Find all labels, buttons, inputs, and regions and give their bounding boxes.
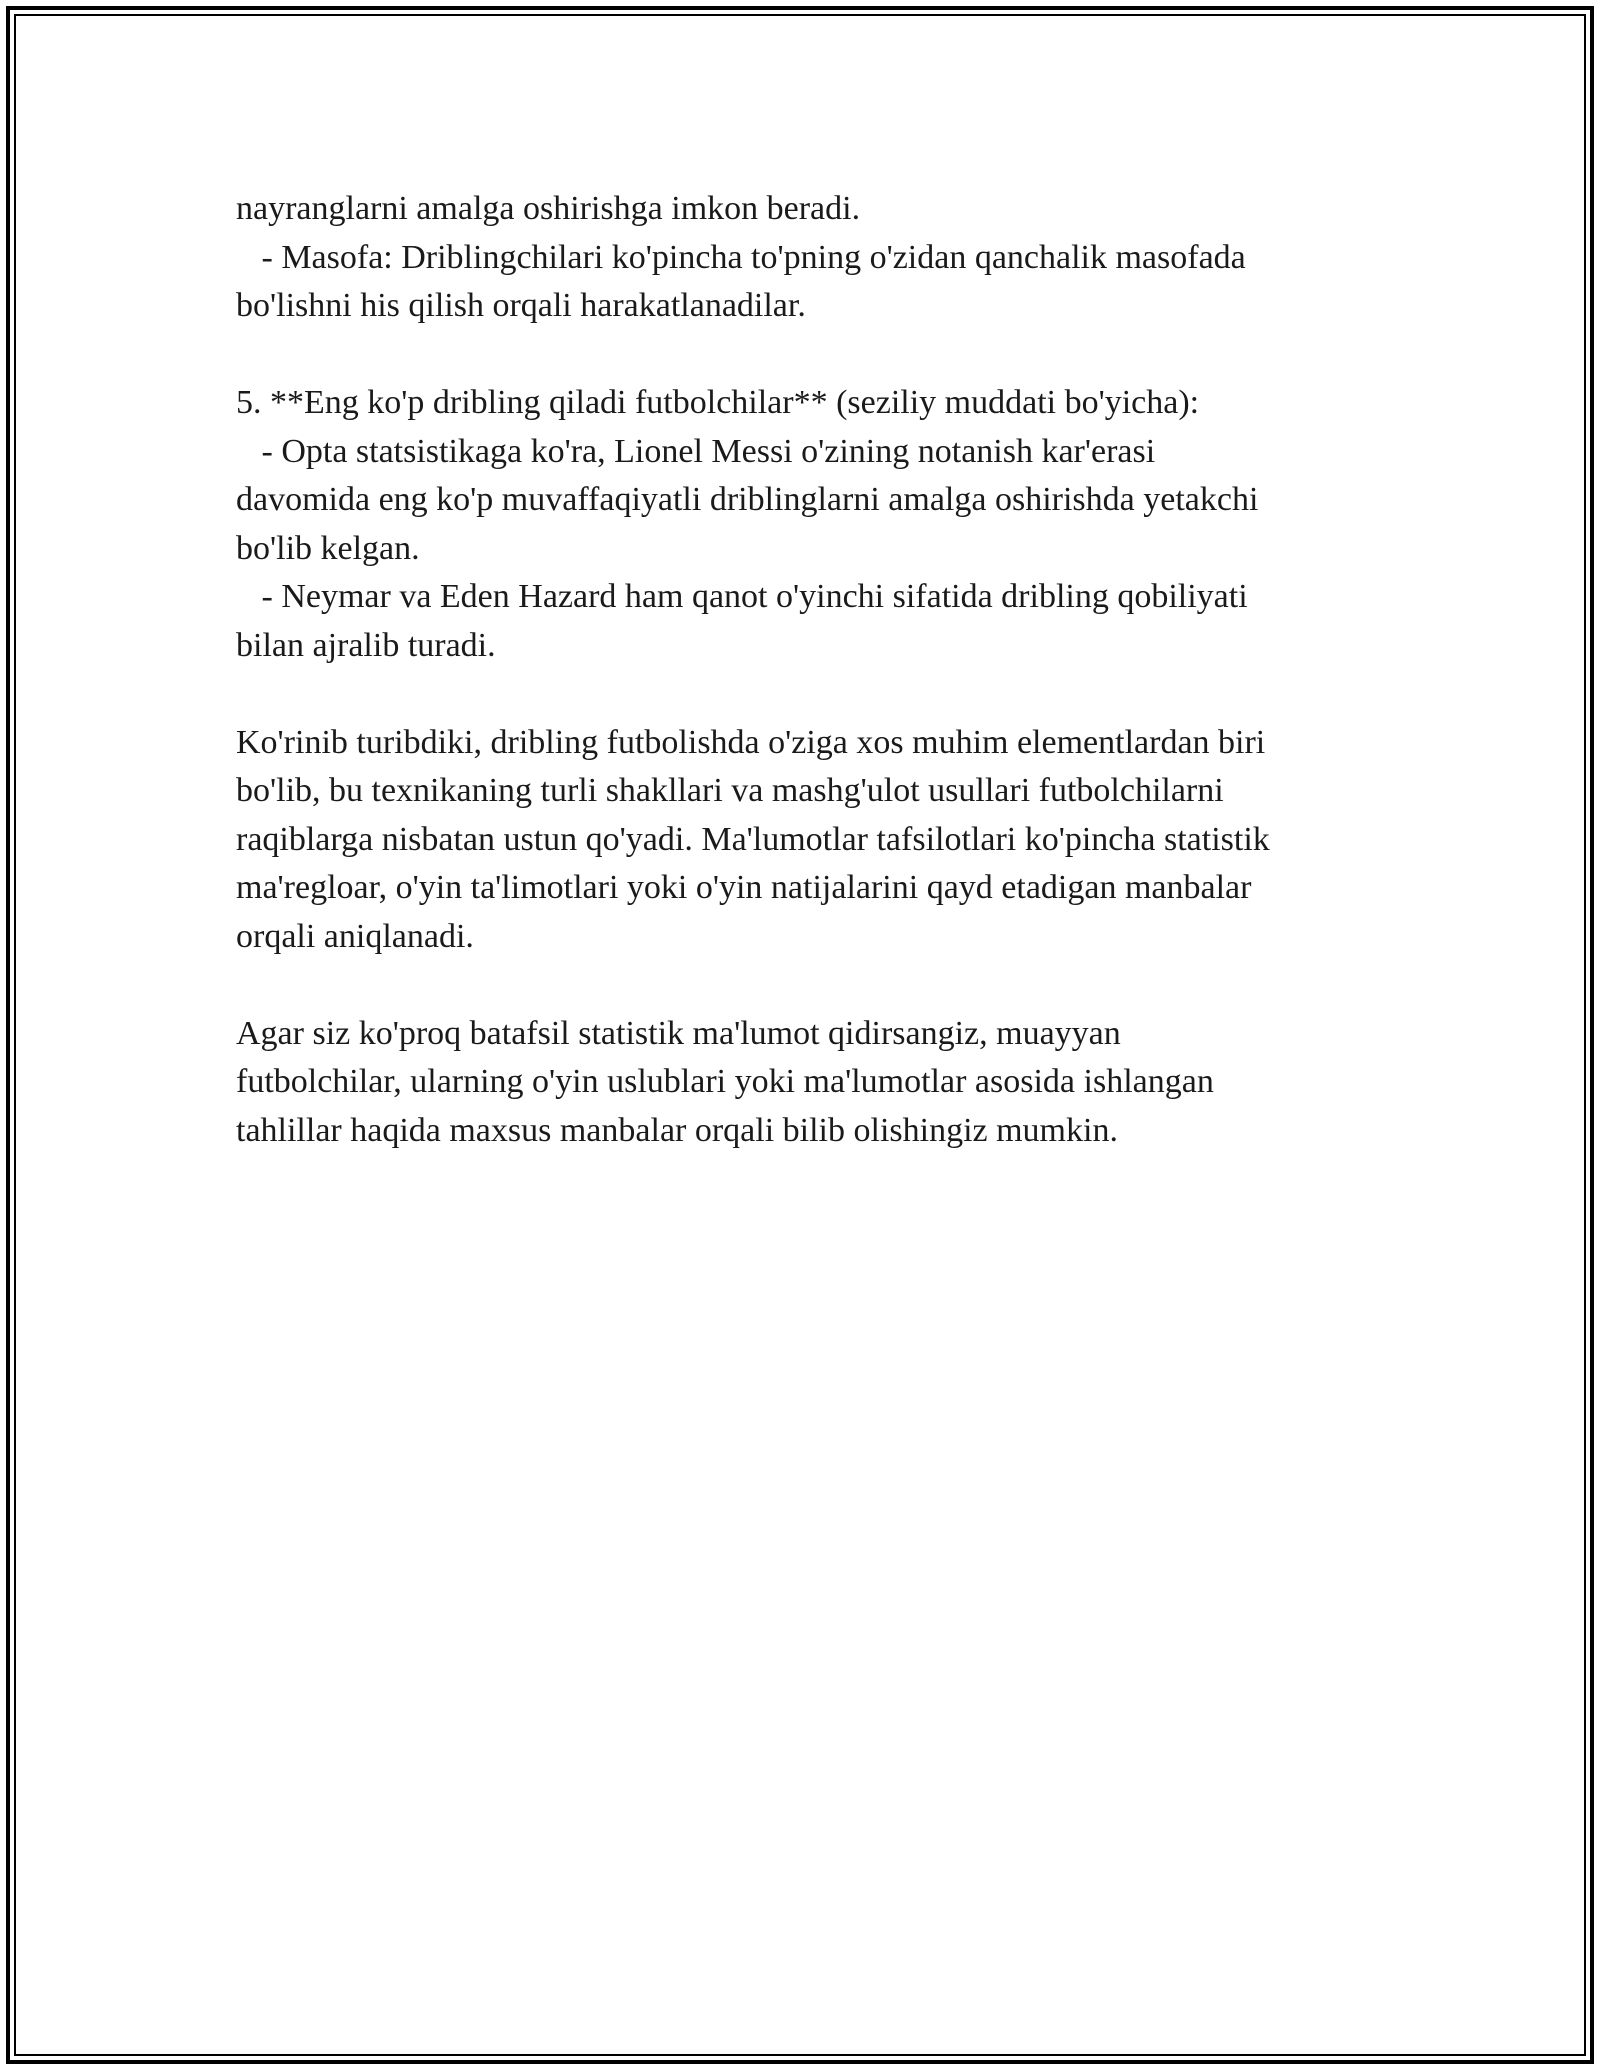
text-line: - Masofa: Driblingchilari ko'pincha to'pning o'zidan qanchalik masofada xyxy=(236,238,1246,276)
paragraph-gap xyxy=(236,331,1376,380)
paragraph-conclusion xyxy=(236,719,1376,962)
text-line: - Neymar va Eden Hazard ham qanot o'yinchi sifatida dribling qobiliyati xyxy=(236,578,1248,615)
list-heading: 5. **Eng ko'p dribling qiladi futbolchilar** (seziliy muddati bo'yicha): xyxy=(236,384,1200,421)
text-line: bo'lib kelgan. xyxy=(236,529,420,567)
text-line: futbolchilar, ularning o'yin uslublari yoki ma'lumotlar asosida ishlangan xyxy=(236,1063,1214,1100)
text-line: Agar siz ko'proq batafsil statistik ma'lumot qidirsangiz, muayyan xyxy=(236,1014,1121,1052)
paragraph-masofa xyxy=(236,185,1376,331)
text-line: raqiblarga nisbatan ustun qo'yadi. Ma'lumotlar tafsilotlari ko'pincha statistik xyxy=(236,820,1270,858)
text-line: bo'lib, bu texnikaning turli shakllari va mashg'ulot usullari futbolchilarni xyxy=(236,772,1224,809)
text-line: davomida eng ko'p muvaffaqiyatli driblinglarni amalga oshirishda yetakchi xyxy=(236,481,1259,518)
text-line: tahlillar haqida maxsus manbalar orqali bilib olishingiz mumkin. xyxy=(236,1111,1118,1149)
text-line: orqali aniqlanadi. xyxy=(236,917,474,955)
paragraph-closing xyxy=(236,1010,1376,1156)
text-line: bo'lishni his qilish orqali harakatlanadilar. xyxy=(236,287,806,324)
paragraph-gap xyxy=(236,961,1376,1010)
document-body xyxy=(236,185,1376,1155)
text-line: nayranglarni amalga oshirishga imkon beradi. xyxy=(236,190,861,227)
paragraph-top-dribblers xyxy=(236,379,1376,670)
text-line: - Opta statsistikaga ko'ra, Lionel Messi o'zining notanish kar'erasi xyxy=(236,432,1156,470)
text-line: Ko'rinib turibdiki, dribling futbolishda o'ziga xos muhim elementlardan biri xyxy=(236,723,1266,761)
text-line: ma'regloar, o'yin ta'limotlari yoki o'yin natijalarini qayd etadigan manbalar xyxy=(236,869,1252,906)
paragraph-gap xyxy=(236,670,1376,719)
text-line: bilan ajralib turadi. xyxy=(236,626,496,664)
